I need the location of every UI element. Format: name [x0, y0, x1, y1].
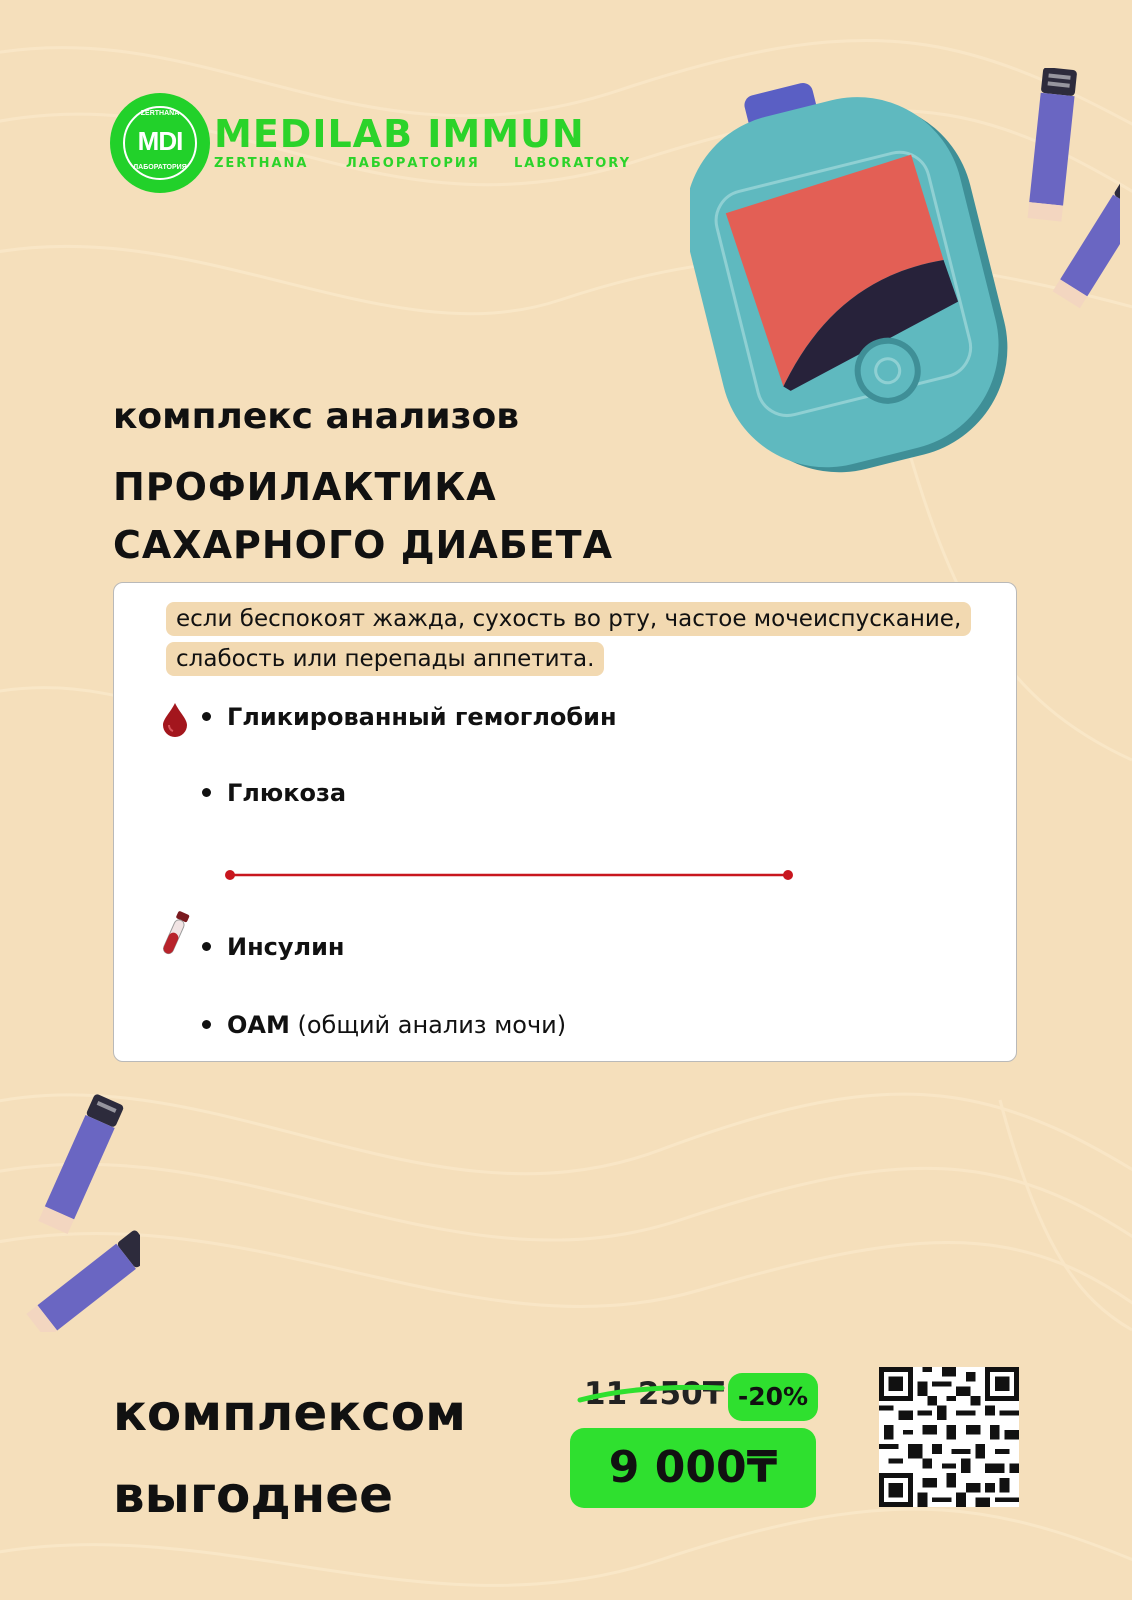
analysis-note: (общий анализ мочи) [289, 1011, 567, 1039]
test-tube-icon [158, 911, 192, 957]
title-line-2: САХАРНОГО ДИАБЕТА [113, 523, 614, 567]
promo-slogan [113, 1372, 466, 1536]
slogan-line-1: комплексом [113, 1384, 467, 1442]
price-strikethrough [576, 1384, 726, 1404]
slogan-line-2: выгоднее [113, 1466, 394, 1524]
analysis-item [202, 933, 345, 961]
logo-badge [113, 96, 207, 190]
symptoms-text: если беспокоят жажда, сухость во рту, частое мочеиспускание, слабость или перепады аппетита. [166, 602, 971, 676]
test-strip-icon-bottom [0, 1092, 140, 1332]
section-divider [224, 869, 794, 881]
bullet [202, 942, 211, 951]
brand-sub-laboratory: LABORATORY [514, 156, 631, 171]
new-price: 9 000₸ [570, 1428, 816, 1508]
analyses-card [113, 582, 1017, 1062]
test-strip-icon [1010, 68, 1120, 328]
qr-code[interactable] [879, 1367, 1019, 1507]
logo-badge-bottom: ЛАБОРАТОРИЯ [133, 164, 187, 171]
old-price: 11 250₸ [584, 1376, 725, 1412]
analysis-name: Глюкоза [227, 779, 347, 807]
analysis-name: ОАМ [227, 1011, 290, 1039]
bullet [202, 788, 211, 797]
title-line-1: ПРОФИЛАКТИКА [113, 465, 497, 509]
brand-sub-laboratoriya: ЛАБОРАТОРИЯ [346, 156, 480, 171]
analysis-name: Гликированный гемоглобин [227, 703, 617, 731]
bullet [202, 712, 211, 721]
analysis-name: Инсулин [227, 933, 345, 961]
analysis-item [202, 1011, 566, 1039]
analysis-item [202, 703, 617, 731]
analysis-item [202, 779, 346, 807]
brand-sub-zerthana: ZERTHANA [214, 156, 309, 171]
glucometer-icon [690, 76, 1020, 486]
bullet [202, 1020, 211, 1029]
symptoms-note [166, 599, 966, 679]
complex-kicker: комплекс анализов [113, 396, 520, 437]
discount-badge: -20% [728, 1373, 818, 1421]
logo-badge-top: ZERTHANA [140, 110, 180, 117]
logo-mdi: MDI [137, 126, 183, 156]
page-title [113, 458, 613, 574]
brand-name: MEDILAB IMMUN [214, 112, 585, 156]
blood-drop-icon [160, 701, 190, 737]
